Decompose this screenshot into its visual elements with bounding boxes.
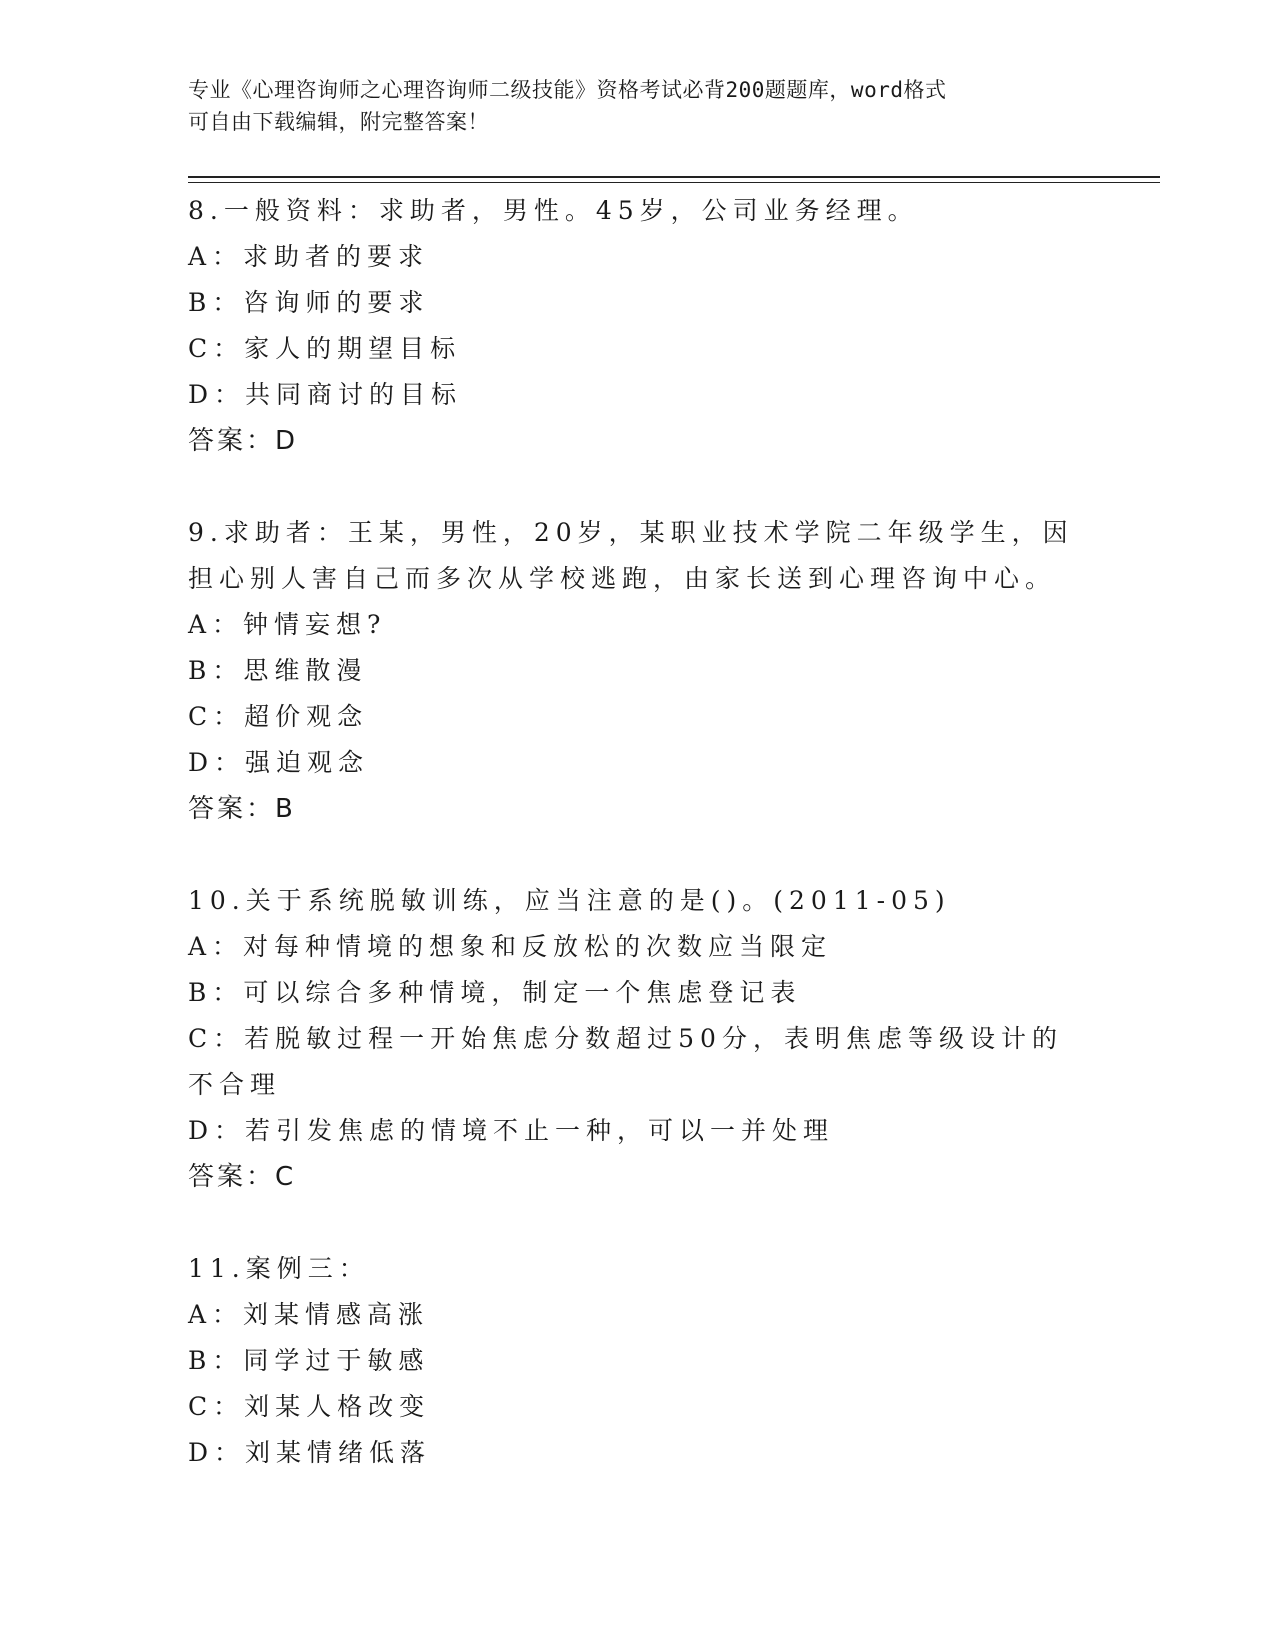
header-divider-thin (188, 182, 1160, 183)
option-a: A：钟情妄想? (188, 610, 387, 639)
option-b: B：同学过于敏感 (188, 1346, 430, 1375)
option-c: C：刘某人格改变 (188, 1392, 431, 1421)
header-line-1: 专业《心理咨询师之心理咨询师二级技能》资格考试必背200题题库，word格式 (188, 78, 947, 102)
option-d: D：刘某情绪低落 (188, 1438, 432, 1467)
option-a: A：求助者的要求 (188, 242, 430, 271)
option-d: D：若引发焦虑的情境不止一种，可以一并处理 (188, 1116, 835, 1145)
option-c: C：家人的期望目标 (188, 334, 462, 363)
option-d: D：强迫观念 (188, 748, 370, 777)
answer-value: B (275, 794, 296, 824)
question-stem: 10.关于系统脱敏训练，应当注意的是()。(2011-05) (188, 886, 951, 915)
answer-label: 答案： (188, 426, 276, 456)
option-d: D：共同商讨的目标 (188, 380, 463, 409)
answer-value: C (275, 1162, 297, 1192)
option-b: B：思维散漫 (188, 656, 368, 685)
question-stem: 11.案例三： (188, 1254, 370, 1283)
header-line-2: 可自由下载编辑，附完整答案！ (188, 110, 489, 134)
answer-label: 答案： (188, 1162, 276, 1192)
header-divider-thick (188, 176, 1160, 178)
answer-value: D (275, 426, 299, 456)
option-b: B：咨询师的要求 (188, 288, 430, 317)
answer-label: 答案： (188, 794, 276, 824)
question-stem: 8.一般资料：求助者，男性。45岁，公司业务经理。 (188, 196, 919, 225)
question-stem: 9.求助者：王某，男性，20岁，某职业技术学院二年级学生，因担心别人害自己而多次从学校逃跑，由家长送到心理咨询中心。 (188, 518, 1074, 593)
option-a: A：刘某情感高涨 (188, 1300, 430, 1329)
question-11 (188, 1246, 1088, 1476)
question-8 (188, 188, 1088, 464)
answer-line (188, 1154, 1088, 1200)
option-b: B：可以综合多种情境，制定一个焦虑登记表 (188, 978, 802, 1007)
answer-line (188, 786, 1088, 832)
answer-line (188, 418, 1088, 464)
option-c: C：若脱敏过程一开始焦虑分数超过50分，表明焦虑等级设计的不合理 (188, 1024, 1063, 1099)
option-a: A：对每种情境的想象和反放松的次数应当限定 (188, 932, 833, 961)
question-list (188, 188, 1088, 1522)
question-10 (188, 878, 1088, 1200)
document-header (188, 74, 1088, 138)
question-9 (188, 510, 1088, 832)
option-c: C：超价观念 (188, 702, 369, 731)
